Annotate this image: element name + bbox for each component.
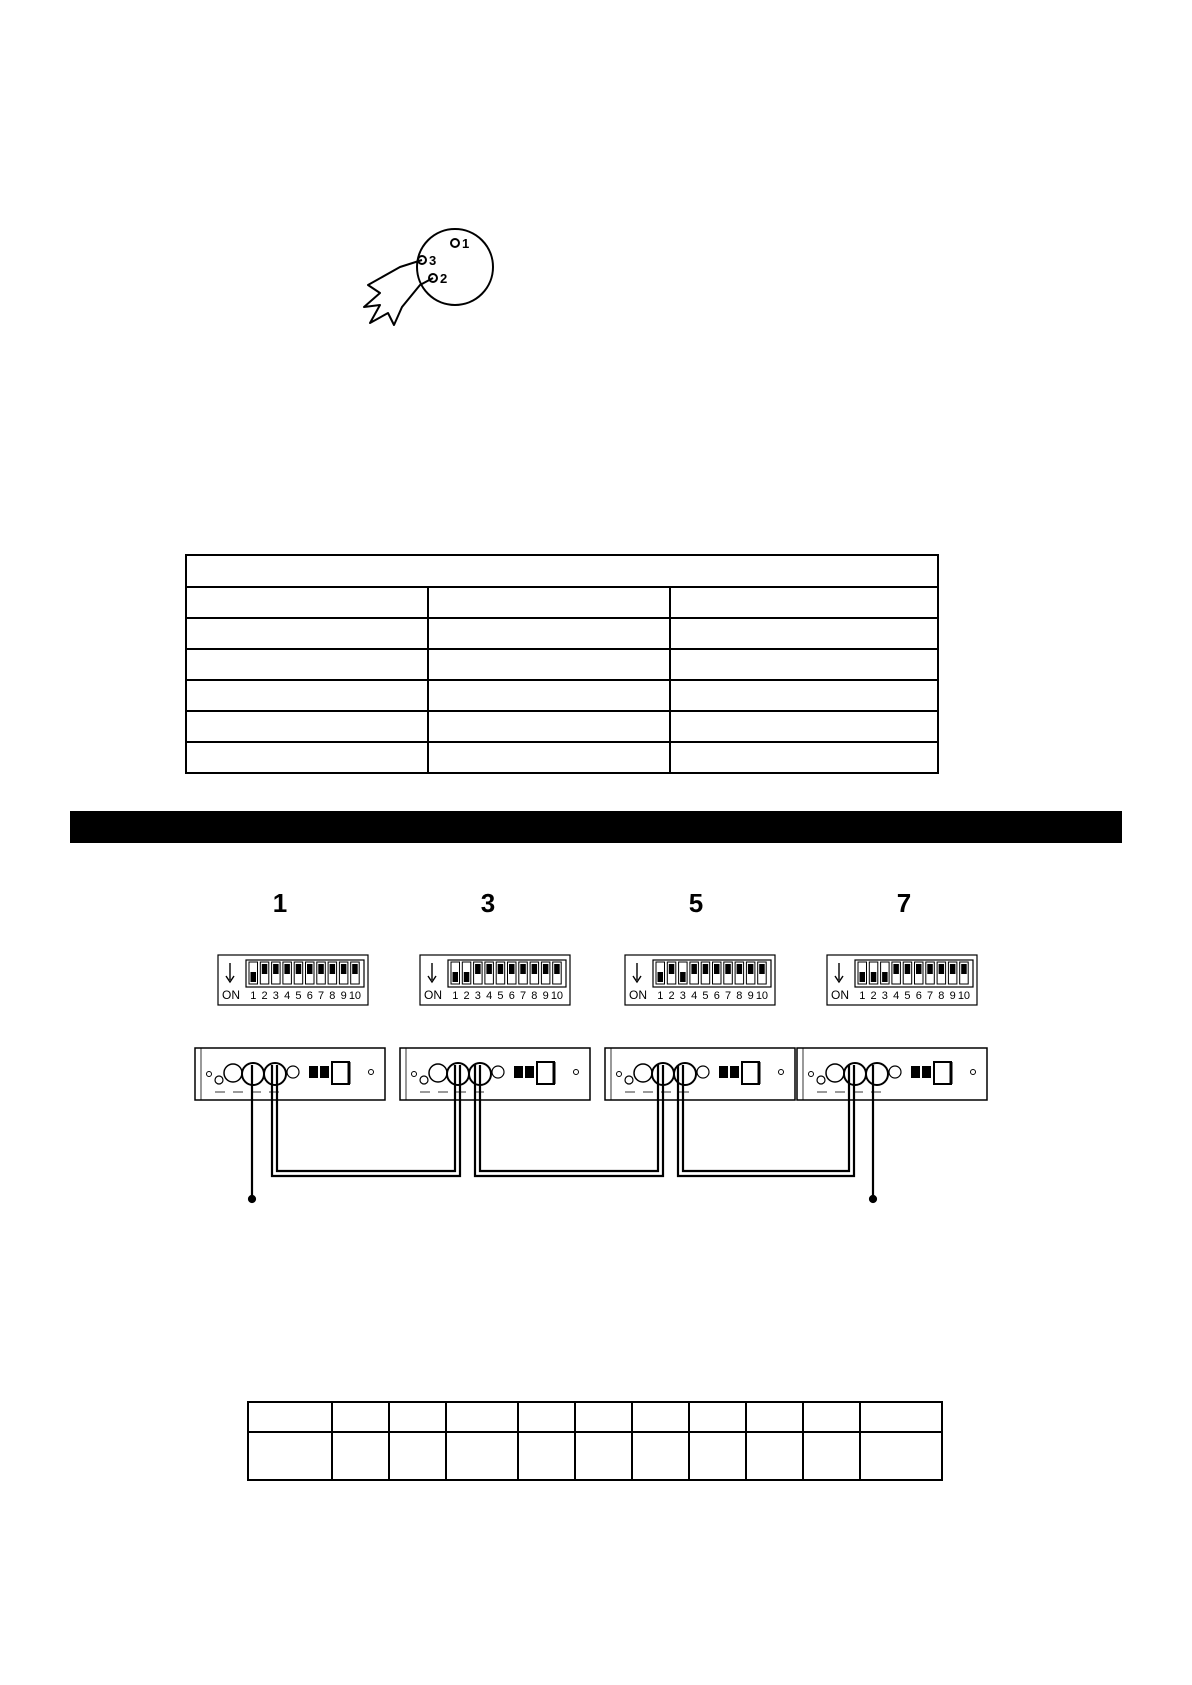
table-cell <box>332 1432 389 1480</box>
table-cell <box>670 742 938 773</box>
table-cell <box>746 1432 803 1480</box>
dip-position-label: 2 <box>668 990 675 1002</box>
table-cell <box>670 587 938 618</box>
dip-position-label: 1 <box>859 990 866 1002</box>
dip-position-label: 9 <box>747 990 754 1002</box>
table-cell <box>248 1402 332 1432</box>
dip-switch-lever <box>318 964 324 974</box>
table-cell <box>428 649 670 680</box>
table-cell <box>575 1402 632 1432</box>
dip-switch-lever <box>691 964 697 974</box>
dip-position-label: 5 <box>702 990 709 1002</box>
dip-switch-lever <box>554 964 560 974</box>
dip-switch-lever <box>543 964 549 974</box>
dip-switch-lever <box>893 964 899 974</box>
fixture-rear-panel <box>400 1048 590 1100</box>
dip-position-label: 9 <box>542 990 549 1002</box>
dip-position-label: 6 <box>915 990 922 1002</box>
dip-position-label: 9 <box>949 990 956 1002</box>
dip-position-label: 7 <box>519 990 527 1002</box>
dip-switch-lever <box>498 964 504 974</box>
dip-position-label: 6 <box>713 990 720 1002</box>
table-cell <box>632 1432 689 1480</box>
dip-position-label: 10 <box>957 990 971 1002</box>
dip-position-label: 4 <box>893 990 900 1002</box>
dip-switch-lever <box>748 964 754 974</box>
table-cell <box>670 618 938 649</box>
dip-position-label: 7 <box>724 990 732 1002</box>
dip-switch-lever <box>520 964 526 974</box>
dip-switch-lever <box>927 964 933 974</box>
dip-switch-lever <box>532 964 538 974</box>
dip-position-label: 3 <box>881 990 888 1002</box>
dip-switch-lever <box>273 964 279 974</box>
table-cell <box>803 1432 860 1480</box>
pin-2-label: 2 <box>440 271 448 286</box>
dip-position-label: 5 <box>904 990 911 1002</box>
table-cell <box>670 711 938 742</box>
dip-position-label: 2 <box>463 990 470 1002</box>
dip-position-label: 4 <box>284 990 291 1002</box>
table-row <box>186 649 938 680</box>
table-cell <box>186 711 428 742</box>
dip-switch-lever <box>759 964 765 974</box>
table-cell <box>186 555 938 587</box>
table-row <box>248 1432 942 1480</box>
fixture-rear-panel <box>797 1048 987 1100</box>
dip-position-label: 3 <box>679 990 686 1002</box>
dip-switch-lever <box>882 972 888 982</box>
dip-switch-lever <box>486 964 492 974</box>
on-label: ON <box>629 988 647 1002</box>
table-cell <box>446 1432 518 1480</box>
section-heading-bar <box>70 811 1122 843</box>
table-header-row <box>186 555 938 587</box>
table-row <box>186 680 938 711</box>
dip-switch-lever <box>916 964 922 974</box>
table-row <box>186 711 938 742</box>
upper-table <box>185 554 939 774</box>
table-cell <box>389 1432 446 1480</box>
table-cell <box>186 587 428 618</box>
dip-switch-lever <box>860 972 866 982</box>
dip-switch-lever <box>961 964 967 974</box>
dip-switch-lever <box>658 972 664 982</box>
dip-switch-lever <box>669 964 675 974</box>
table-cell <box>389 1402 446 1432</box>
table-cell <box>186 742 428 773</box>
table-cell <box>518 1432 575 1480</box>
address-label-1: 1 <box>272 888 288 918</box>
on-label: ON <box>424 988 442 1002</box>
dip-switch-lever <box>352 964 358 974</box>
table-row <box>186 742 938 773</box>
address-label-5: 5 <box>688 888 704 918</box>
on-label: ON <box>831 988 849 1002</box>
dip-switch-lever <box>871 972 877 982</box>
dip-position-label: 8 <box>736 990 743 1002</box>
dip-position-label: 6 <box>306 990 313 1002</box>
table-cell <box>186 680 428 711</box>
dip-switch-lever <box>725 964 731 974</box>
dip-switch-panel <box>625 955 775 1005</box>
dip-switch-lever <box>475 964 481 974</box>
table-cell <box>575 1432 632 1480</box>
dip-position-label: 6 <box>508 990 515 1002</box>
table-cell <box>689 1432 746 1480</box>
dip-position-label: 10 <box>755 990 769 1002</box>
dip-switch-lever <box>341 964 347 974</box>
dip-position-label: 8 <box>938 990 945 1002</box>
table-cell <box>518 1402 575 1432</box>
fixture-rear-panel <box>195 1048 385 1100</box>
pin-3-label: 3 <box>429 253 437 268</box>
address-label-7: 7 <box>896 888 912 918</box>
table-cell <box>428 618 670 649</box>
table-row <box>186 618 938 649</box>
dip-position-label: 3 <box>474 990 481 1002</box>
dip-position-label: 2 <box>261 990 268 1002</box>
dip-switch-lever <box>905 964 911 974</box>
dip-position-label: 5 <box>295 990 302 1002</box>
dip-position-label: 10 <box>348 990 362 1002</box>
table-cell <box>446 1402 518 1432</box>
table-cell <box>860 1432 942 1480</box>
dip-position-label: 1 <box>452 990 459 1002</box>
dip-position-label: 8 <box>329 990 336 1002</box>
dip-switch-panel <box>827 955 977 1005</box>
dip-switch-lever <box>680 972 686 982</box>
xlr-connector-illustration <box>360 225 500 335</box>
table-cell <box>670 680 938 711</box>
table-cell <box>670 649 938 680</box>
dip-switch-lever <box>509 964 515 974</box>
dip-switch-lever <box>939 964 945 974</box>
dip-switch-lever <box>284 964 290 974</box>
dip-position-label: 2 <box>870 990 877 1002</box>
dip-position-label: 9 <box>340 990 347 1002</box>
dip-switch-lever <box>464 972 470 982</box>
dip-switch-lever <box>251 972 257 982</box>
dip-switch-lever <box>714 964 720 974</box>
table-cell <box>860 1402 942 1432</box>
dip-position-label: 4 <box>486 990 493 1002</box>
address-label-3: 3 <box>480 888 496 918</box>
dip-switch-panel <box>218 955 368 1005</box>
dip-switch-lever <box>703 964 709 974</box>
table-cell <box>689 1402 746 1432</box>
lower-table <box>247 1401 943 1481</box>
table-cell <box>248 1432 332 1480</box>
dip-switch-lever <box>737 964 743 974</box>
dip-switch-lever <box>296 964 302 974</box>
on-label: ON <box>222 988 240 1002</box>
dip-switch-lever <box>262 964 268 974</box>
dip-position-label: 7 <box>926 990 934 1002</box>
dip-switch-panel <box>420 955 570 1005</box>
dip-switch-lever <box>307 964 313 974</box>
table-cell <box>632 1402 689 1432</box>
dip-position-label: 1 <box>250 990 257 1002</box>
dip-switch-lever <box>453 972 459 982</box>
table-cell <box>428 680 670 711</box>
dip-position-label: 7 <box>317 990 325 1002</box>
table-cell <box>186 618 428 649</box>
dip-switch-lever <box>330 964 336 974</box>
dip-position-label: 4 <box>691 990 698 1002</box>
table-cell <box>186 649 428 680</box>
dmx-daisy-chain-diagram <box>0 940 1192 1220</box>
table-cell <box>803 1402 860 1432</box>
fixture-rear-panel <box>605 1048 795 1100</box>
dip-position-label: 1 <box>657 990 664 1002</box>
dip-position-label: 8 <box>531 990 538 1002</box>
table-row <box>186 587 938 618</box>
table-cell <box>428 742 670 773</box>
table-cell <box>428 711 670 742</box>
dip-switch-lever <box>950 964 956 974</box>
table-cell <box>332 1402 389 1432</box>
dip-position-label: 10 <box>550 990 564 1002</box>
table-cell <box>428 587 670 618</box>
pin-1-label: 1 <box>462 236 470 251</box>
dip-position-label: 5 <box>497 990 504 1002</box>
table-cell <box>746 1402 803 1432</box>
table-row <box>248 1402 942 1432</box>
dip-position-label: 3 <box>272 990 279 1002</box>
